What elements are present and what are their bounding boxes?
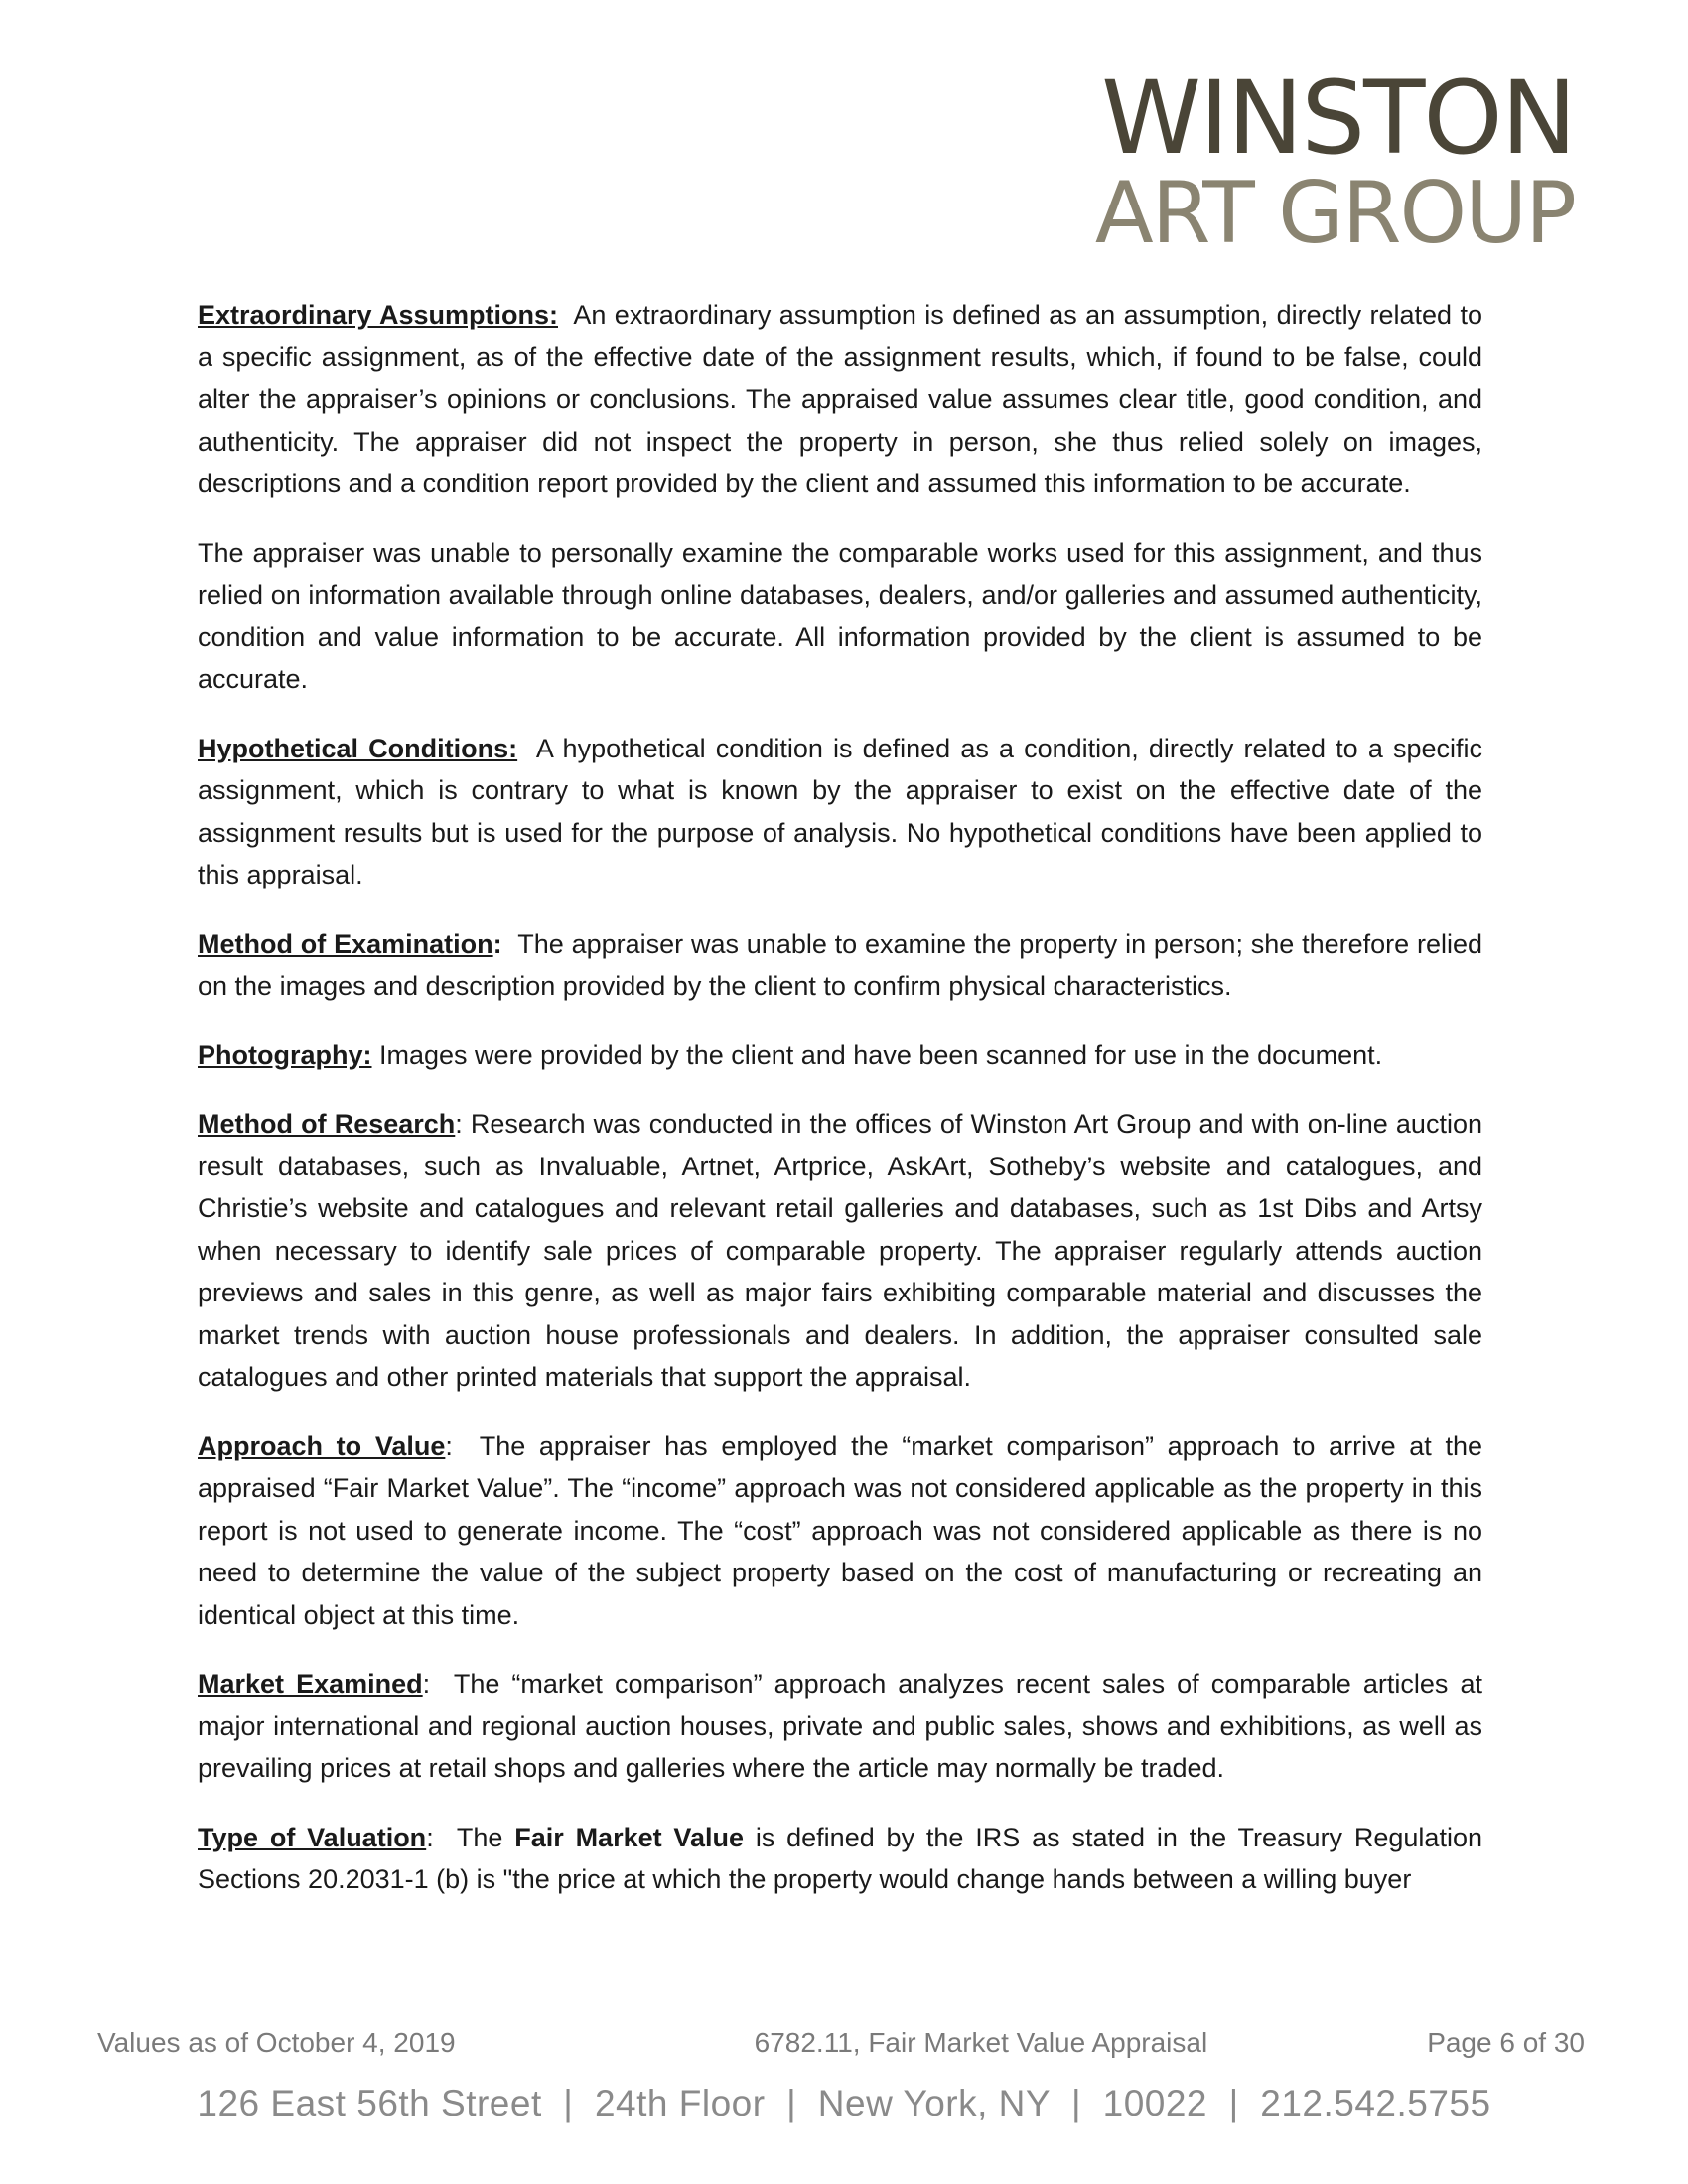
paragraph-text: is defined by the IRS as stated in the Treasury Regulation Sections 20.2031-1 (b) is "the price at which the property would change hands between a willing buyer (198, 1822, 1482, 1894)
document-body (198, 294, 1482, 1928)
paragraph-type-of-valuation (198, 1817, 1482, 1901)
paragraph-method-of-examination (198, 923, 1482, 1008)
paragraph-text: The appraiser has employed the “market comparison” approach to arrive at the appraised “Fair Market Value”. The “income” approach was not considered applicable as the property in this report is not used to generate income. The “cost” approach was not considered applicable as there is no need to determine the value of the subject property based on the cost of manufacturing or recreating an identical object at this time. (198, 1431, 1482, 1630)
paragraph-text: Images were provided by the client and have been scanned for use in the document. (379, 1039, 1383, 1070)
paragraph-text: The appraiser was unable to personally examine the comparable works used for this assignment, and thus relied on information available through online databases, dealers, and/or galleries and assumed authenticity, condition and value information to be accurate. All information provided by the client is assumed to be accurate. (198, 537, 1482, 694)
heading-market-examined: Market Examined (198, 1669, 423, 1699)
heading-hypothetical-conditions: Hypothetical Conditions: (198, 733, 518, 763)
heading-method-of-examination: Method of Examination (198, 928, 493, 959)
separator: : (445, 1431, 480, 1461)
separator: : (492, 928, 518, 959)
heading-type-of-valuation: Type of Valuation (198, 1822, 427, 1852)
heading-method-of-research: Method of Research (198, 1109, 456, 1139)
logo-wordmark-art-group: ART GROUP (1094, 164, 1575, 263)
separator: : (422, 1669, 454, 1699)
separator: : (455, 1109, 471, 1139)
separator (372, 1040, 380, 1070)
footer-address: 126 East 56th Street | 24th Floor | New York, NY | 10022 | 212.542.5755 (197, 2083, 1491, 2123)
paragraph-text: Research was conducted in the offices of Winston Art Group and with on-line auction result databases, such as Invaluable, Artnet, Artprice, AskArt, Sotheby’s website and catalogues, and Christie’s website and catalogues and relevant retail galleries and databases, such as 1st Dibs and Artsy when necessary to identify sale prices of comparable property. The appraiser regularly attends auction previews and sales in this genre, as well as major fairs exhibiting comparable material and discusses the market trends with auction house professionals and dealers. In addition, the appraiser consulted sale catalogues and other printed materials that support the appraisal. (198, 1109, 1482, 1392)
footer-values-date: Values as of October 4, 2019 (97, 2027, 456, 2058)
paragraph-method-of-research (198, 1103, 1482, 1399)
paragraph-text: An extraordinary assumption is defined as an assumption, directly related to a specific assignment, as of the effective date of the assignment results, which, if found to be false, could alter the appraiser’s opinions or conclusions. The appraised value assumes clear title, good condition, and authenticity. The appraiser did not inspect the property in person, she thus relied solely on images, descriptions and a condition report provided by the client and assumed this information to be accurate. (198, 300, 1483, 498)
footer-report-title: 6782.11, Fair Market Value Appraisal (754, 2027, 1208, 2058)
heading-photography: Photography: (198, 1039, 372, 1070)
paragraph-approach-to-value (198, 1426, 1482, 1637)
winston-art-group-logo (1019, 60, 1575, 263)
heading-approach-to-value: Approach to Value (198, 1431, 446, 1461)
footer-page-number: Page 6 of 30 (1427, 2027, 1585, 2058)
paragraph-text: The appraiser was unable to examine the property in person; she therefore relied on the images and description provided by the client to confirm physical characteristics. (198, 928, 1483, 1001)
term-fair-market-value: Fair Market Value (514, 1822, 744, 1852)
paragraph-extraordinary-assumptions (198, 294, 1482, 505)
paragraph-market-examined (198, 1663, 1482, 1790)
paragraph-text: The “market comparison” approach analyzes recent sales of comparable articles at major international and regional auction houses, private and public sales, shows and exhibitions, as well as prevailing prices at retail shops and galleries where the article may normally be traded. (198, 1669, 1482, 1783)
logo-wordmark-winston: WINSTON (1101, 60, 1575, 178)
separator (517, 734, 536, 763)
separator (558, 300, 573, 330)
heading-extraordinary-assumptions: Extraordinary Assumptions: (198, 300, 558, 330)
footer-info (97, 2027, 1585, 2059)
paragraph-photography (198, 1034, 1482, 1077)
paragraph-text: A hypothetical condition is defined as a condition, directly related to a specific assignment, which is contrary to what is known by the appraiser to exist on the effective date of the assignment results but is used for the purpose of analysis. No hypothetical conditions have been applied to this appraisal. (198, 733, 1483, 889)
separator: : (426, 1822, 457, 1852)
paragraph-hypothetical-conditions (198, 728, 1482, 896)
paragraph-comparable-works (198, 532, 1482, 701)
paragraph-text: The (456, 1822, 515, 1852)
